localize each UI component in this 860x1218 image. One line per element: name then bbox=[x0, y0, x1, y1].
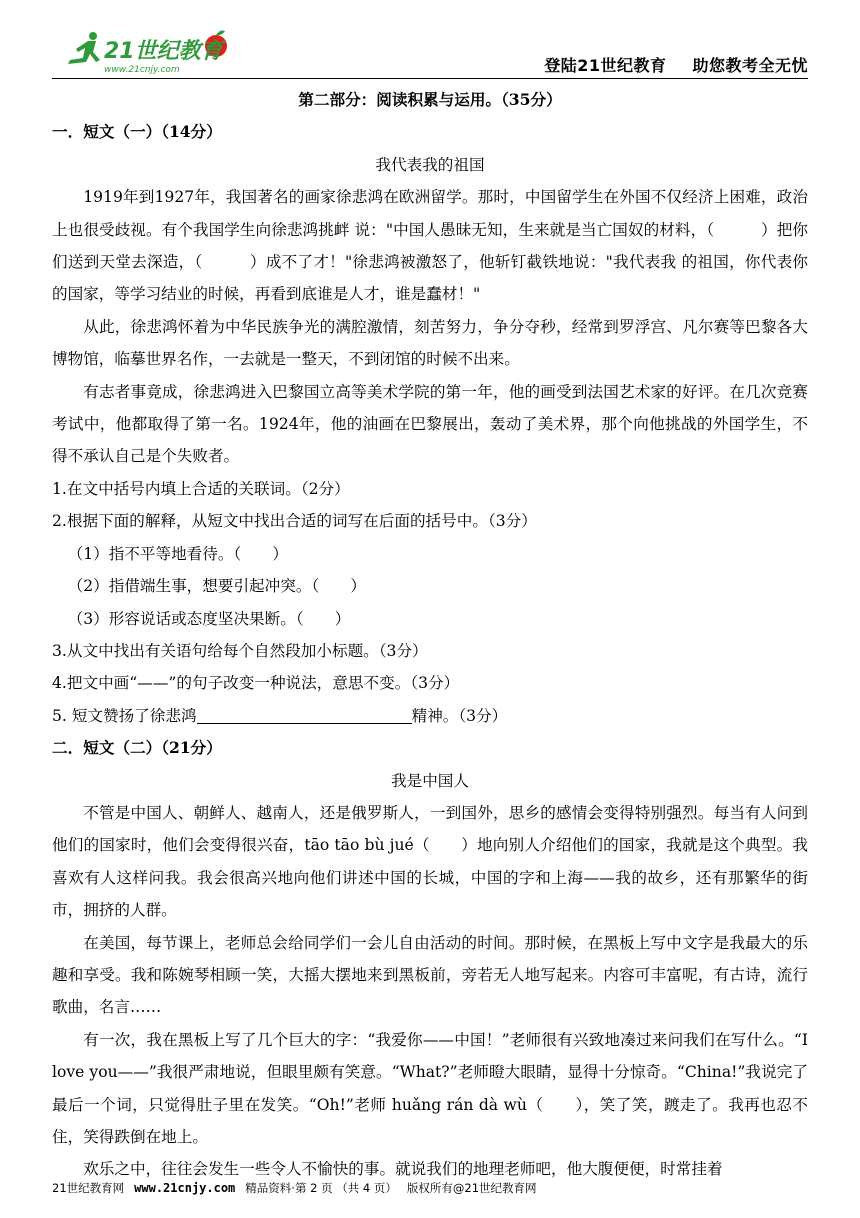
header-slogan-right: 助您教考全无忧 bbox=[692, 56, 808, 75]
question-1: 1.在文中括号内填上合适的关联词。（2分） bbox=[52, 479, 350, 498]
header-slogan-left: 登陆21世纪教育 bbox=[544, 56, 667, 75]
page-header bbox=[0, 0, 860, 82]
question-5 bbox=[52, 700, 808, 732]
logo-url: www.21cnjy.com bbox=[104, 65, 180, 75]
question-4: 4.把文中画“——”的句子改变一种说法，意思不变。（3分） bbox=[52, 674, 460, 693]
section1-title: 我代表我的祖国 bbox=[375, 155, 485, 174]
section2-paragraph: 在美国，每节课上，老师总会给同学们一会儿自由活动的时间。那时候，在黑板上写中文字是我最大的乐趣和享受。我和陈婉琴相顾一笑，大摇大摆地来到黑板前，旁若无人地写起来。内容可丰富呢，有古诗，流行歌曲，名言…… bbox=[52, 933, 808, 1017]
header-divider bbox=[52, 78, 808, 79]
document-body bbox=[52, 84, 808, 1186]
section2-paragraph: 不管是中国人、朝鲜人、越南人，还是俄罗斯人，一到国外，思乡的感情会变得特别强烈。每当有人问到他们的国家时，他们会变得很兴奋，tāo tāo bù jué（ ）地向别人介绍他们的国家，我就是这个典型。我喜欢有人这样问我。我会很高兴地向他们讲述中国的长城，中国的字和上海——我的故乡，还有那繁华的街市，拥挤的人群。 bbox=[52, 803, 808, 920]
header-slogans bbox=[544, 53, 808, 76]
question-2-item: （2）指借端生事，想要引起冲突。（ ） bbox=[67, 577, 366, 596]
question-2-item: （3）形容说话或态度坚决果断。（ ） bbox=[67, 609, 351, 628]
section1-paragraph: 从此，徐悲鸿怀着为中华民族争光的满腔激情，刻苦努力，争分夺秒，经常到罗浮宫、凡尔赛等巴黎各大博物馆，临摹世界名作，一去就是一整天，不到闭馆的时候不出来。 bbox=[52, 317, 808, 369]
section1-paragraph: 有志者事竟成，徐悲鸿进入巴黎国立高等美术学院的第一年，他的画受到法国艺术家的好评。在几次竞赛考试中，他都取得了第一名。1924年，他的油画在巴黎展出，轰动了美术界，那个向他挑战的外国学生，不得不承认自己是个失败者。 bbox=[52, 382, 808, 466]
footer-copyright: 版权所有@21世纪教育网 bbox=[406, 1181, 537, 1195]
question-5-prefix: 5. 短文赞扬了徐悲鸿 bbox=[52, 706, 197, 725]
question-5-suffix: 精神。（3分） bbox=[411, 706, 508, 725]
question-3: 3.从文中找出有关语句给每个自然段加小标题。（3分） bbox=[52, 641, 428, 660]
section2-heading: 二．短文（二）（21分） bbox=[52, 738, 222, 758]
section2-paragraph: 欢乐之中，往往会发生一些令人不愉快的事。就说我们的地理老师吧，他大腹便便，时常挂着 bbox=[83, 1160, 723, 1179]
question-2-item: （1）指不平等地看待。（ ） bbox=[67, 544, 289, 563]
footer-page-info: 精品资料·第 2 页 （共 4 页） bbox=[245, 1181, 397, 1195]
page-footer bbox=[52, 1180, 537, 1196]
question-2: 2.根据下面的解释，从短文中找出合适的词写在后面的括号中。（3分） bbox=[52, 512, 537, 531]
section1-paragraph: 1919年到1927年，我国著名的画家徐悲鸿在欧洲留学。那时，中国留学生在外国不仅经济上困难，政治上也很受歧视。有个我国学生向徐悲鸿挑衅 说："中国人愚昧无知，生来就是当亡国奴的材料，（ ）把你们送到天堂去深造，（ ）成不了才！"徐悲鸿被激怒了，他斩钉截铁地说："我代表我 的祖国，你代表你的国家，等学习结业的时候，再看到底谁是人才，谁是蠢材！" bbox=[52, 188, 808, 304]
running-figure-icon bbox=[68, 32, 100, 64]
logo-text: 21世纪教育 bbox=[104, 39, 223, 64]
footer-left: 21世纪教育网 bbox=[52, 1181, 125, 1195]
answer-blank bbox=[197, 705, 412, 724]
section2-title: 我是中国人 bbox=[391, 771, 469, 790]
part-title: 第二部分：阅读积累与运用。（35分） bbox=[298, 90, 562, 109]
section2-paragraph: 有一次，我在黑板上写了几个巨大的字：“我爱你——中国！”老师很有兴致地凑过来问我们在写什么。“I love you——”我很严肃地说，但眼里颇有笑意。“What?”老师瞪大眼睛，显得十分惊奇。“China!”我说完了最后一个词，只觉得肚子里在发笑。“Oh!”老师 huǎng rán dà wù（ ），笑了笑，踱走了。我再也忍不住，笑得跌倒在地上。 bbox=[52, 1030, 808, 1146]
logo-21cnjy bbox=[60, 28, 240, 78]
section1-heading: 一．短文（一）（14分） bbox=[52, 122, 222, 142]
footer-site-link[interactable]: www.21cnjy.com bbox=[134, 1181, 236, 1195]
